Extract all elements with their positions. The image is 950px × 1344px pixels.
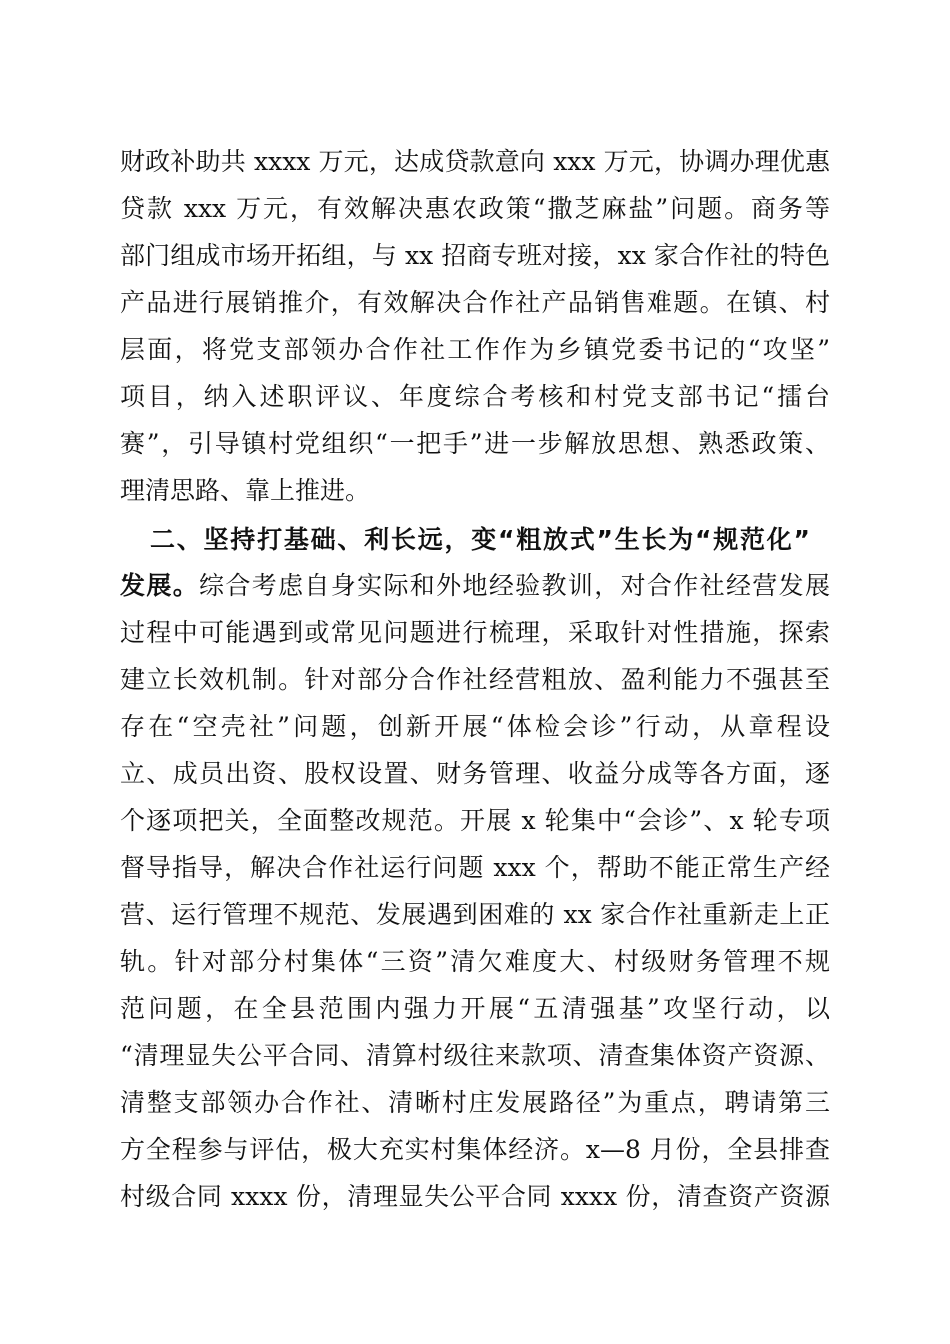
paragraph-line: 理清思路、靠上推进。 [120, 476, 371, 505]
paragraph-line: 营、运行管理不规范、发展遇到困难的 xx 家合作社重新走上正 [120, 900, 830, 929]
paragraph-line: 财政补助共 xxxx 万元，达成贷款意向 xxx 万元，协调办理优惠 [120, 147, 830, 176]
paragraph-line: 过程中可能遇到或常见问题进行梳理，采取针对性措施，探索 [120, 618, 830, 647]
section-heading [150, 520, 810, 560]
section-heading-text: 二、坚持打基础、利长远，变“粗放式”生长为“规范化” [150, 525, 810, 554]
paragraph-line: 范问题，在全县范围内强力开展“五清强基”攻坚行动，以 [120, 994, 830, 1023]
paragraph-line: 存在“空壳社”问题，创新开展“体检会诊”行动，从章程设 [120, 712, 830, 741]
paragraph-line: 建立长效机制。针对部分合作社经营粗放、盈利能力不强甚至 [120, 665, 830, 694]
paragraph-line: 方全程参与评估，极大充实村集体经济。x—8 月份，全县排查 [120, 1135, 830, 1164]
paragraph-line [120, 566, 830, 606]
paragraph-line: 立、成员出资、股权设置、财务管理、收益分成等各方面，逐 [120, 759, 830, 788]
paragraph-text: 综合考虑自身实际和外地经验教训，对合作社经营发展 [199, 571, 830, 600]
paragraph-line: 层面，将党支部领办合作社工作作为乡镇党委书记的“攻坚” [120, 335, 830, 364]
paragraph-line: 产品进行展销推介，有效解决合作社产品销售难题。在镇、村 [120, 288, 830, 317]
paragraph-line: 轨。针对部分村集体“三资”清欠难度大、村级财务管理不规 [120, 947, 830, 976]
paragraph-line: 督导指导，解决合作社运行问题 xxx 个，帮助不能正常生产经 [120, 853, 830, 882]
paragraph-line: “清理显失公平合同、清算村级往来款项、清查集体资产资源、 [120, 1041, 830, 1070]
paragraph-line: 部门组成市场开拓组，与 xx 招商专班对接，xx 家合作社的特色 [120, 241, 830, 270]
paragraph-line: 项目，纳入述职评议、年度综合考核和村党支部书记“擂台 [120, 382, 830, 411]
paragraph-line: 村级合同 xxxx 份，清理显失公平合同 xxxx 份，清查资产资源 [120, 1182, 830, 1211]
paragraph-line: 个逐项把关，全面整改规范。开展 x 轮集中“会诊”、x 轮专项 [120, 806, 830, 835]
section-heading-end: 发展。 [120, 571, 200, 600]
paragraph-line: 清整支部领办合作社、清晰村庄发展路径”为重点，聘请第三 [120, 1088, 830, 1117]
paragraph-line: 赛”，引导镇村党组织“一把手”进一步解放思想、熟悉政策、 [120, 429, 830, 458]
paragraph-line: 贷款 xxx 万元，有效解决惠农政策“撒芝麻盐”问题。商务等 [120, 194, 830, 223]
